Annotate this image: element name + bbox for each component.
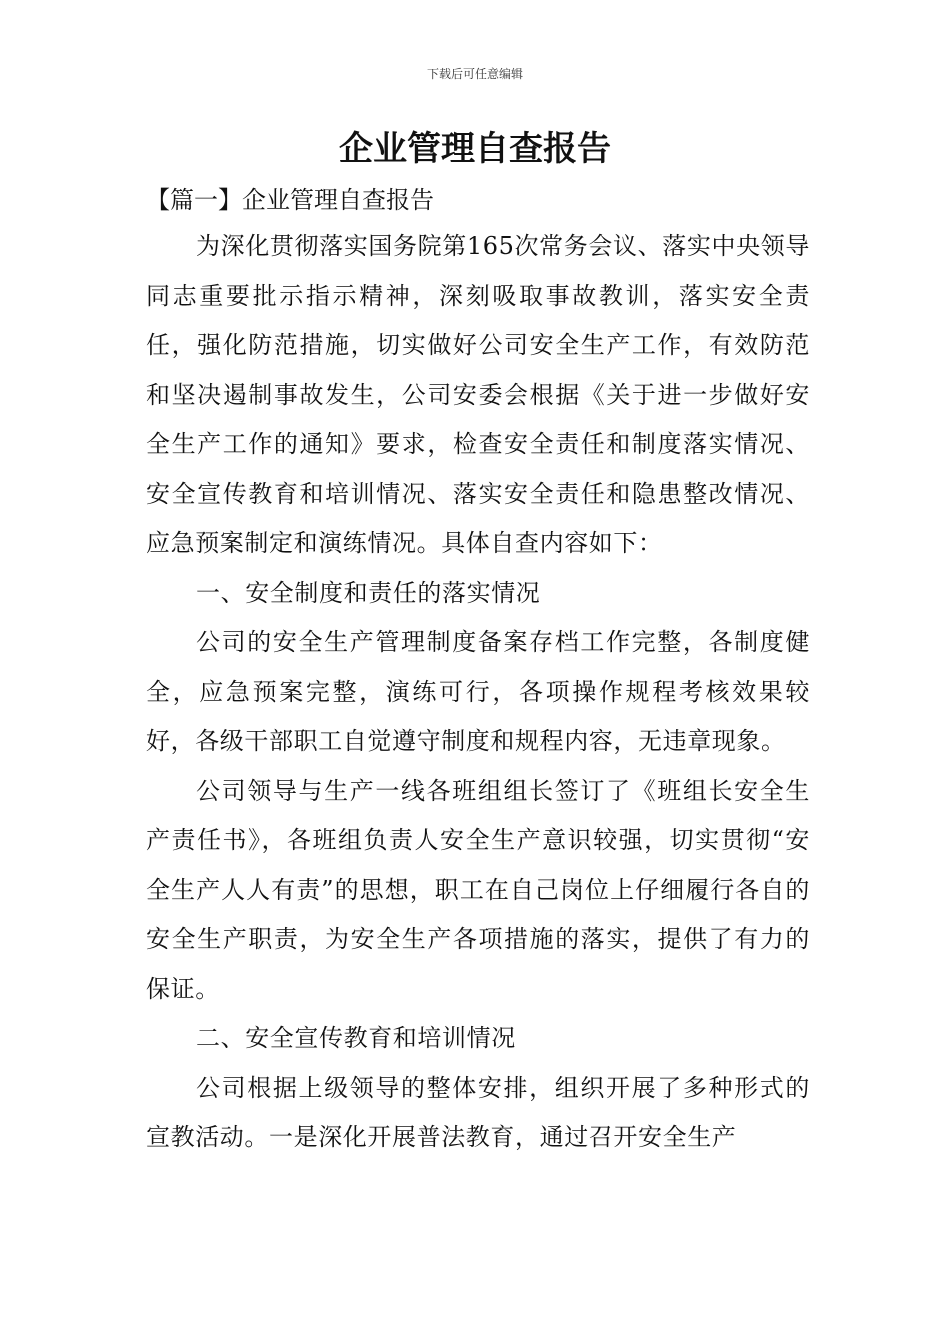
paragraph-intro: 为深化贯彻落实国务院第165次常务会议、落实中央领导同志重要批示指示精神，深刻吸取事故教训，落实安全责任，强化防范措施，切实做好公司安全生产工作，有效防范和坚决遏制事故发生，公司安委会根据《关于进一步做好安全生产工作的通知》要求，检查安全责任和制度落实情况、安全宣传教育和培训情况、落实安全责任和隐患整改情况、应急预案制定和演练情况。具体自查内容如下： — [146, 232, 810, 557]
paragraph-responsibility: 公司领导与生产一线各班组组长签订了《班组长安全生产责任书》，各班组负责人安全生产意识较强，切实贯彻“安全生产人人有责”的思想，职工在自己岗位上仔细履行各自的安全生产职责，为安全生产各项措施的落实，提供了有力的保证。 — [146, 776, 810, 1003]
paragraph-education-training: 公司根据上级领导的整体安排，组织开展了多种形式的宣教活动。一是深化开展普法教育，通过召开安全生产 — [146, 1073, 810, 1151]
header-note: 下载后可任意编辑 — [426, 67, 523, 81]
heading-safety-system: 一、安全制度和责任的落实情况 — [196, 578, 541, 607]
document-body — [146, 178, 810, 1163]
document-title: 企业管理自查报告 — [339, 129, 611, 169]
section-title: 【篇一】企业管理自查报告 — [146, 186, 434, 214]
heading-education-training: 二、安全宣传教育和培训情况 — [196, 1024, 516, 1052]
paragraph-safety-system: 公司的安全生产管理制度备案存档工作完整，各制度健全，应急预案完整，演练可行，各项操作规程考核效果较好，各级干部职工自觉遵守制度和规程内容，无违章现象。 — [146, 628, 810, 755]
